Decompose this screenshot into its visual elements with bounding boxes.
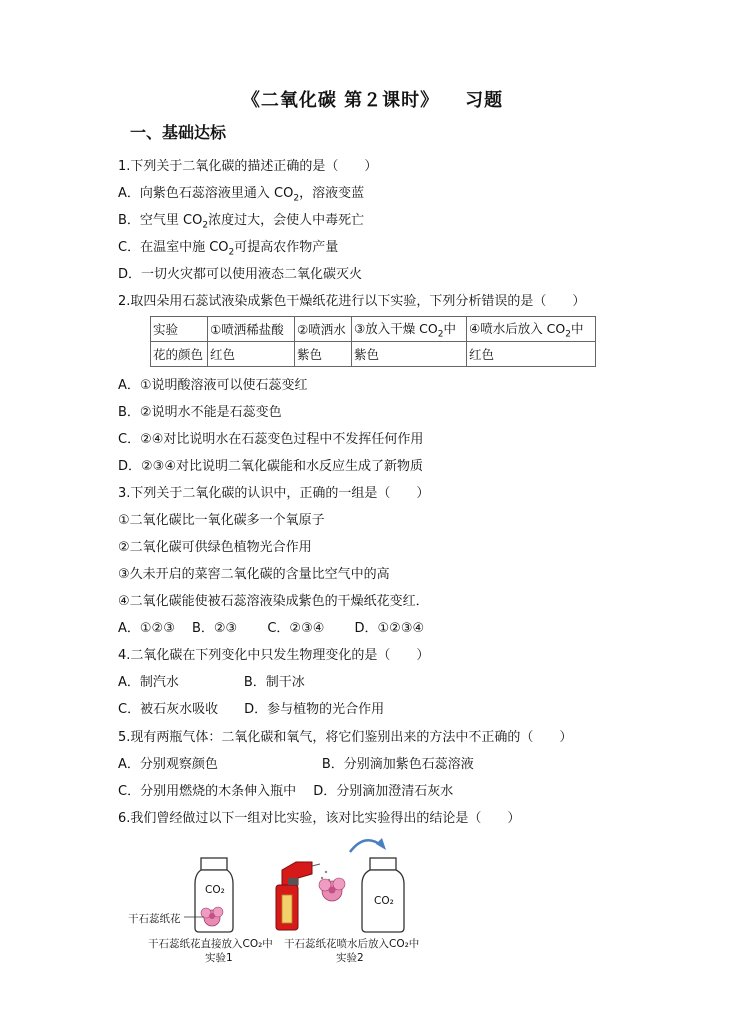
q2-option-d: D．②③④对比说明二氧化碳能和水反应生成了新物质 <box>118 459 423 474</box>
table-cell: 红色 <box>208 342 295 367</box>
table-cell: 实验 <box>151 317 208 342</box>
q3-statement-1: ①二氧化碳比一氧化碳多一个氧原子 <box>118 513 325 528</box>
q2-option-c: C．②④对比说明水在石蕊变色过程中不发挥任何作用 <box>118 432 424 447</box>
experiment1-caption: 干石蕊纸花直接放入CO₂中 <box>148 938 273 950</box>
q3-options: A．①②③ B．②③ C．②③④ D．①②③④ <box>118 621 425 636</box>
flower-label: 干石蕊纸花 <box>128 913 181 925</box>
q4-stem: 4.二氧化碳在下列变化中只发生物理变化的是（ ） <box>118 648 430 663</box>
table-cell: 红色 <box>467 342 596 367</box>
spray-bottle-icon <box>276 862 320 930</box>
q5-options-cd: C．分别用燃烧的木条伸入瓶中 D．分别滴加澄清石灰水 <box>118 784 454 799</box>
curved-arrow-icon <box>350 838 386 852</box>
q1-option-b: B．空气里 $CO_2$浓度过大，会使人中毒死亡 <box>118 213 365 231</box>
q4-options-cd: C．被石灰水吸收 D．参与植物的光合作用 <box>118 702 385 717</box>
q5-stem: 5.现有两瓶气体：二氧化碳和氧气，将它们鉴别出来的方法中不正确的（ ） <box>118 730 573 745</box>
experiment2-caption: 干石蕊纸花喷水后放入CO₂中 <box>284 938 420 950</box>
table-cell: ①喷洒稀盐酸 <box>208 317 295 342</box>
q3-stem: 3.下列关于二氧化碳的认识中，正确的一组是（ ） <box>118 486 430 501</box>
q3-statement-2: ②二氧化碳可供绿色植物光合作用 <box>118 540 312 555</box>
q2-option-a: A．①说明酸溶液可以使石蕊变红 <box>118 378 308 393</box>
q3-statement-4: ④二氧化碳能使被石蕊溶液染成紫色的干燥纸花变红． <box>118 594 429 609</box>
q1-option-c: C．在温室中施 $CO_2$可提高农作物产量 <box>118 240 339 258</box>
jar1-gas-label: CO₂ <box>205 884 225 896</box>
experiment1-label: 实验1 <box>205 952 233 964</box>
table-cell: 紫色 <box>295 342 352 367</box>
q4-options-ab: A．制汽水 B．制干冰 <box>118 675 305 690</box>
table-cell: ④喷水后放入 $CO_2$中 <box>467 317 596 342</box>
table-cell: ③放入干燥 $CO_2$中 <box>352 317 467 342</box>
q3-statement-3: ③久未开启的菜窖二氧化碳的含量比空气中的高 <box>118 567 390 582</box>
flower-icon <box>319 878 345 901</box>
q6-stem: 6.我们曾经做过以下一组对比实验，该对比实验得出的结论是（ ） <box>118 811 521 826</box>
q2-stem: 2.取四朵用石蕊试液染成紫色干燥纸花进行以下实验，下列分析错误的是（ ） <box>118 294 586 309</box>
jar2-gas-label: CO₂ <box>374 895 394 907</box>
table-cell: ②喷洒水 <box>295 317 352 342</box>
q1-option-a: A．向紫色石蕊溶液里通入 $CO_2$，溶液变蓝 <box>118 186 365 204</box>
q5-options-ab: A．分别观察颜色 B．分别滴加紫色石蕊溶液 <box>118 757 474 772</box>
q1-stem: 1.下列关于二氧化碳的描述正确的是（ ） <box>118 159 378 174</box>
q2-option-b: B．②说明水不能是石蕊变色 <box>118 405 282 420</box>
table-cell: 紫色 <box>352 342 467 367</box>
experiment2-label: 实验2 <box>336 952 364 964</box>
section-heading: 一、基础达标 <box>130 123 227 142</box>
table-cell: 花的颜色 <box>151 342 208 367</box>
title-suffix: 习题 <box>465 90 504 111</box>
q1-option-d: D．一切火灾都可以使用液态二氧化碳灭火 <box>118 267 363 282</box>
title-main: 《二氧化碳 第２课时》 <box>241 90 440 111</box>
